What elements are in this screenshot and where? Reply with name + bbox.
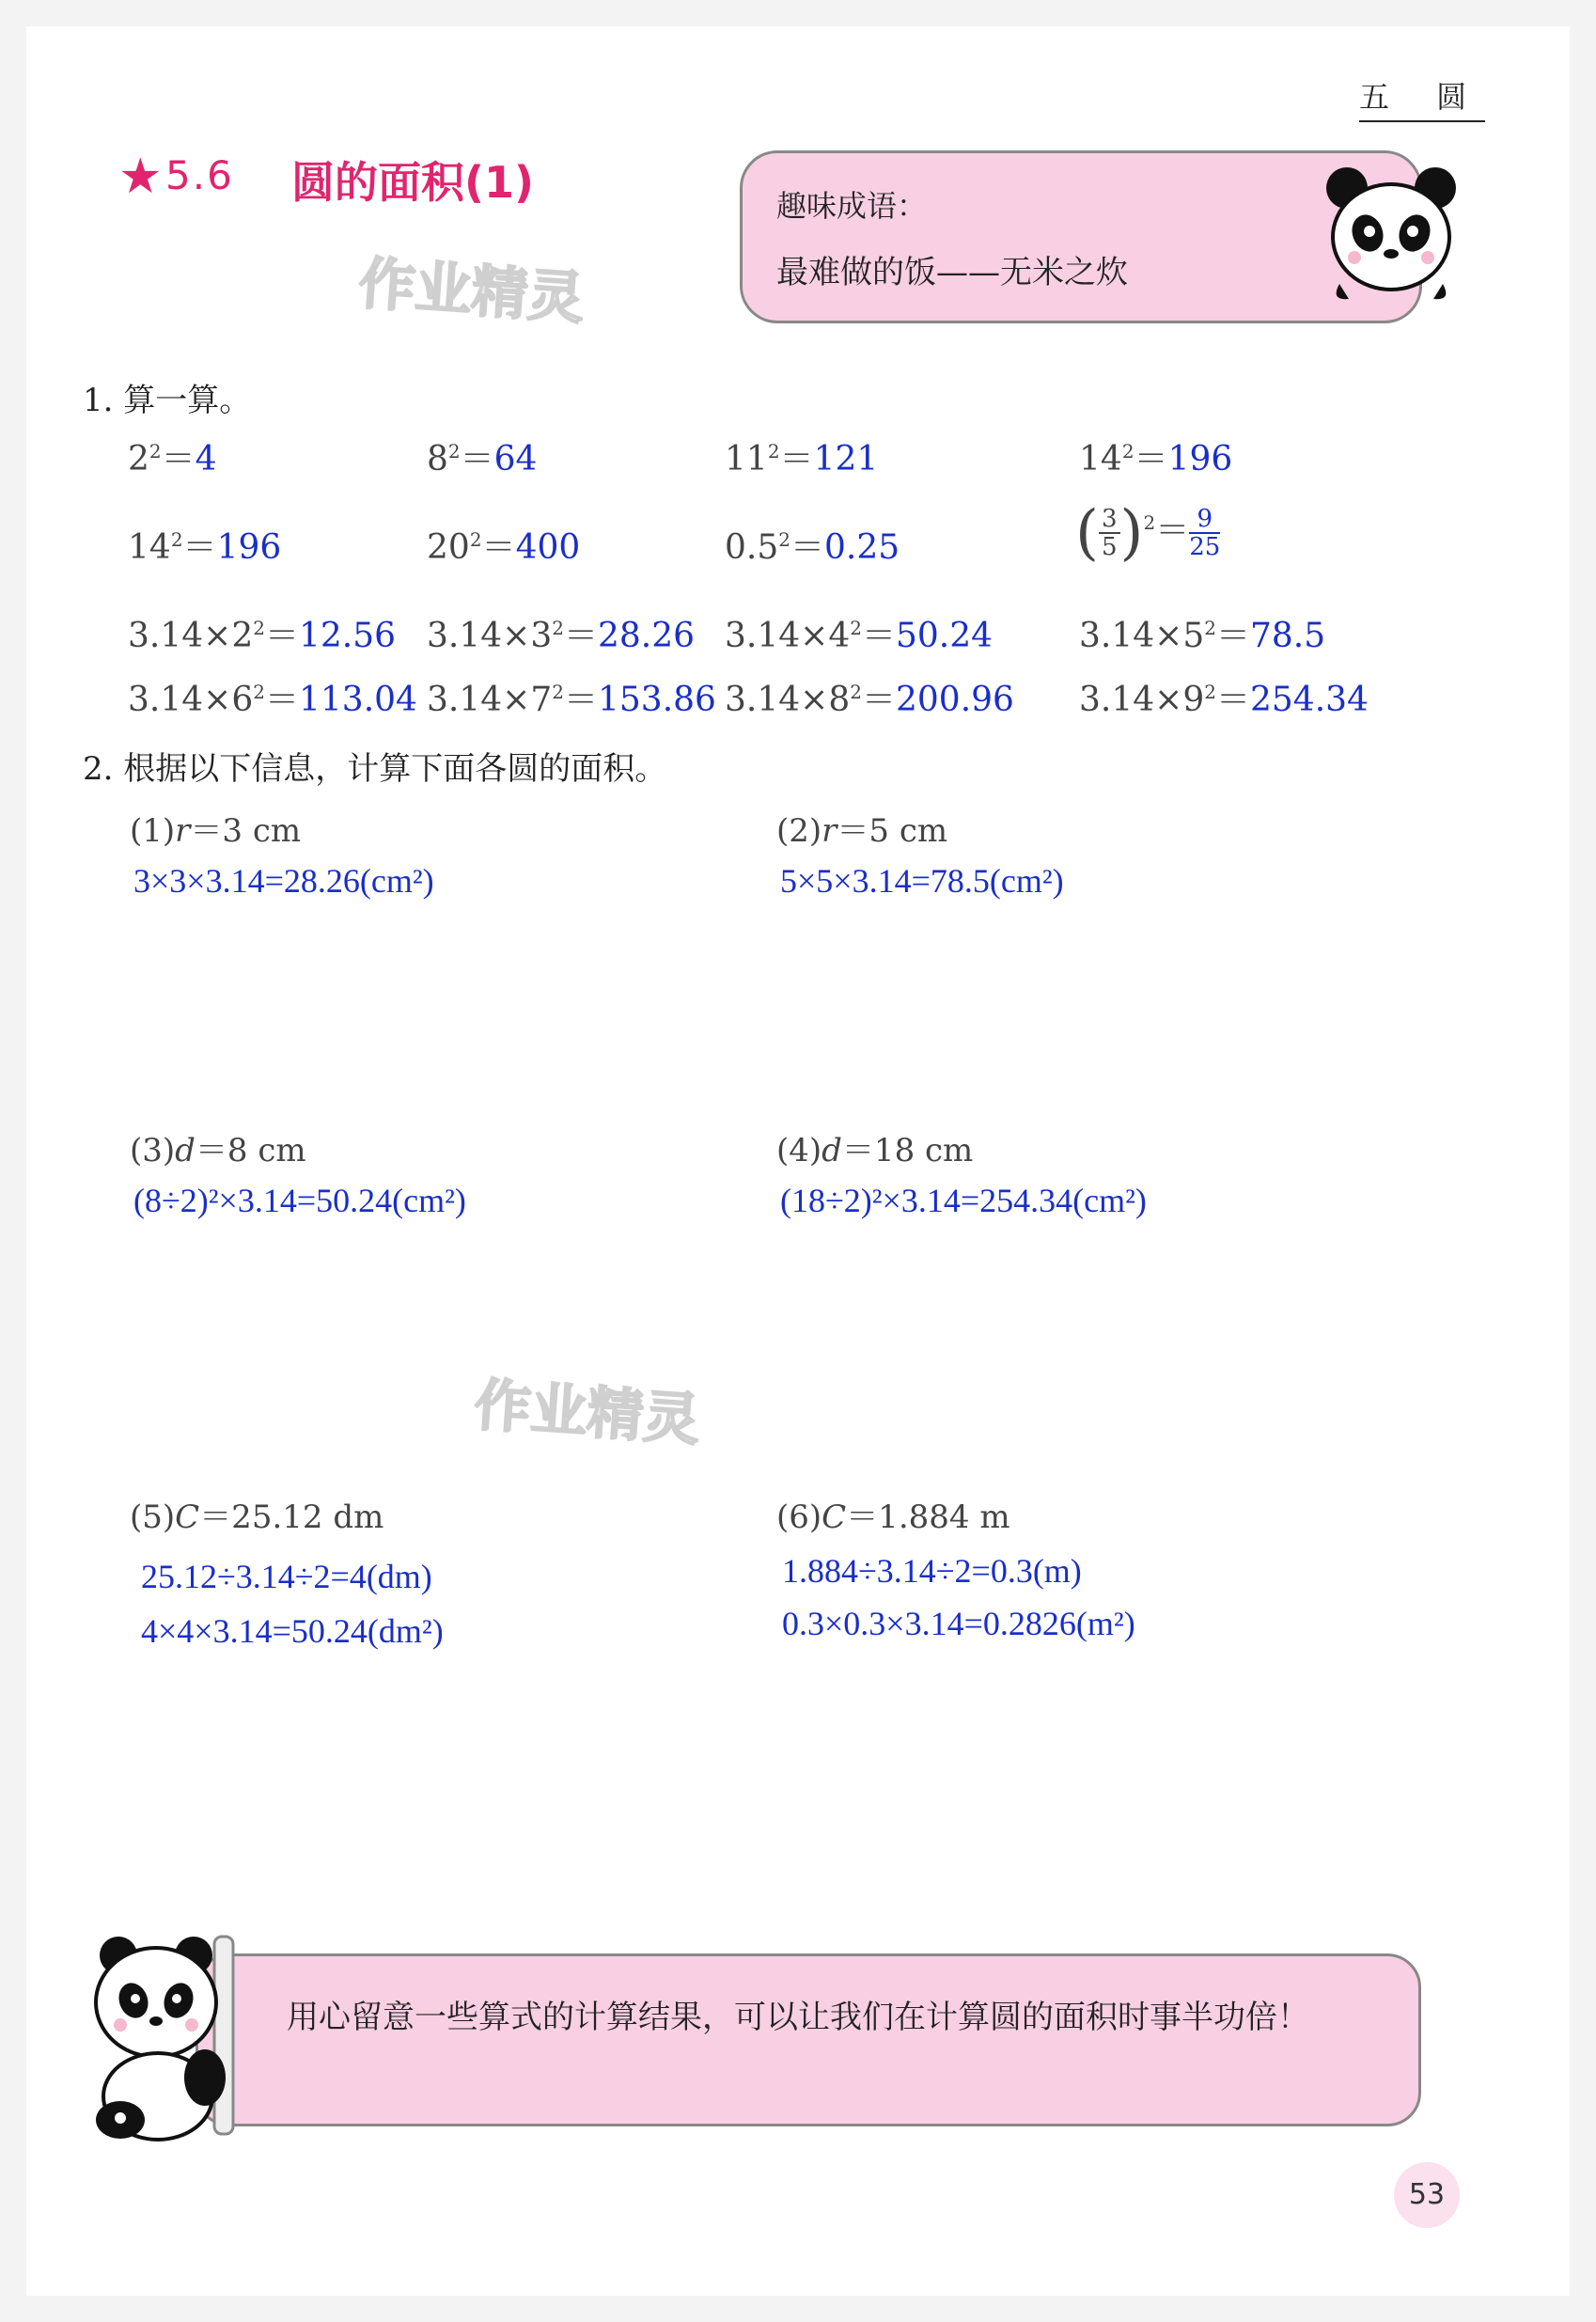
answer-work: 4×4×3.14=50.24(dm²)	[141, 1612, 444, 1650]
section-number: 5.6	[165, 152, 234, 198]
answer-work: 1.884÷3.14÷2=0.3(m)	[782, 1552, 1082, 1590]
calc-item: $8^2=64$	[427, 440, 538, 479]
idiom-label: 趣味成语：	[776, 188, 928, 224]
calc-item: $0.5^2=0.25$	[725, 528, 900, 567]
watermark: 作业精灵	[472, 1372, 702, 1454]
calc-item: $11^2=121$	[725, 440, 879, 479]
calc-item: $14^2=196$	[128, 528, 282, 567]
calc-item: $2^2=4$	[128, 440, 217, 479]
section-title: 圆的面积(1)	[291, 157, 535, 208]
sub-question-3: (3)d＝8 cm	[130, 1132, 306, 1169]
calc-item: $3.14\times 4^2=50.24$	[725, 617, 994, 655]
sub-question-6: (6)C＝1.884 m	[776, 1498, 1010, 1536]
calc-item: $3.14\times 8^2=200.96$	[725, 681, 1014, 719]
question-1-title: 1. 算一算。	[83, 382, 252, 419]
calc-item-fraction: ( $\frac{3}{5}$ )$^2$＝ $\frac{9}{25}$	[1075, 498, 1221, 568]
chapter-header: 五 圆	[1359, 73, 1485, 122]
calc-item: $20^2=400$	[427, 528, 581, 567]
answer-work: 25.12÷3.14÷2=4(dm)	[141, 1558, 432, 1595]
calc-item: $3.14\times 9^2=254.34$	[1079, 681, 1369, 719]
watermark: 作业精灵	[356, 250, 587, 333]
question-2-title: 2. 根据以下信息，计算下面各圆的面积。	[83, 750, 667, 788]
calc-item: $3.14\times 7^2=153.86$	[427, 681, 716, 719]
panda-with-pencil-icon	[83, 1918, 261, 2143]
tip-text: 用心留意一些算式的计算结果，可以让我们在计算圆的面积时事半功倍！	[287, 1999, 1309, 2036]
calc-item: $3.14\times 5^2=78.5$	[1079, 617, 1326, 655]
sub-question-4: (4)d＝18 cm	[776, 1132, 974, 1169]
answer-work: (8÷2)²×3.14=50.24(cm²)	[133, 1182, 466, 1219]
calc-item: $3.14\times 3^2=28.26$	[427, 617, 696, 655]
sub-question-2: (2)r＝5 cm	[776, 812, 948, 850]
panda-icon	[1321, 160, 1462, 301]
calc-item: $3.14\times 2^2=12.56$	[128, 617, 397, 655]
sub-question-1: (1)r＝3 cm	[130, 812, 302, 850]
idiom-text: 最难做的饭——无米之炊	[776, 254, 1128, 291]
page-number: 53	[1394, 2162, 1460, 2228]
calc-item: $3.14\times 6^2=113.04$	[128, 681, 417, 719]
star-icon: ★	[118, 149, 163, 205]
sub-question-5: (5)C＝25.12 dm	[130, 1498, 384, 1536]
answer-work: 5×5×3.14=78.5(cm²)	[780, 862, 1064, 900]
answer-work: 3×3×3.14=28.26(cm²)	[133, 862, 434, 900]
calc-item: $14^2=196$	[1079, 440, 1233, 479]
answer-work: 0.3×0.3×3.14=0.2826(m²)	[782, 1605, 1135, 1642]
answer-work: (18÷2)²×3.14=254.34(cm²)	[780, 1182, 1147, 1219]
